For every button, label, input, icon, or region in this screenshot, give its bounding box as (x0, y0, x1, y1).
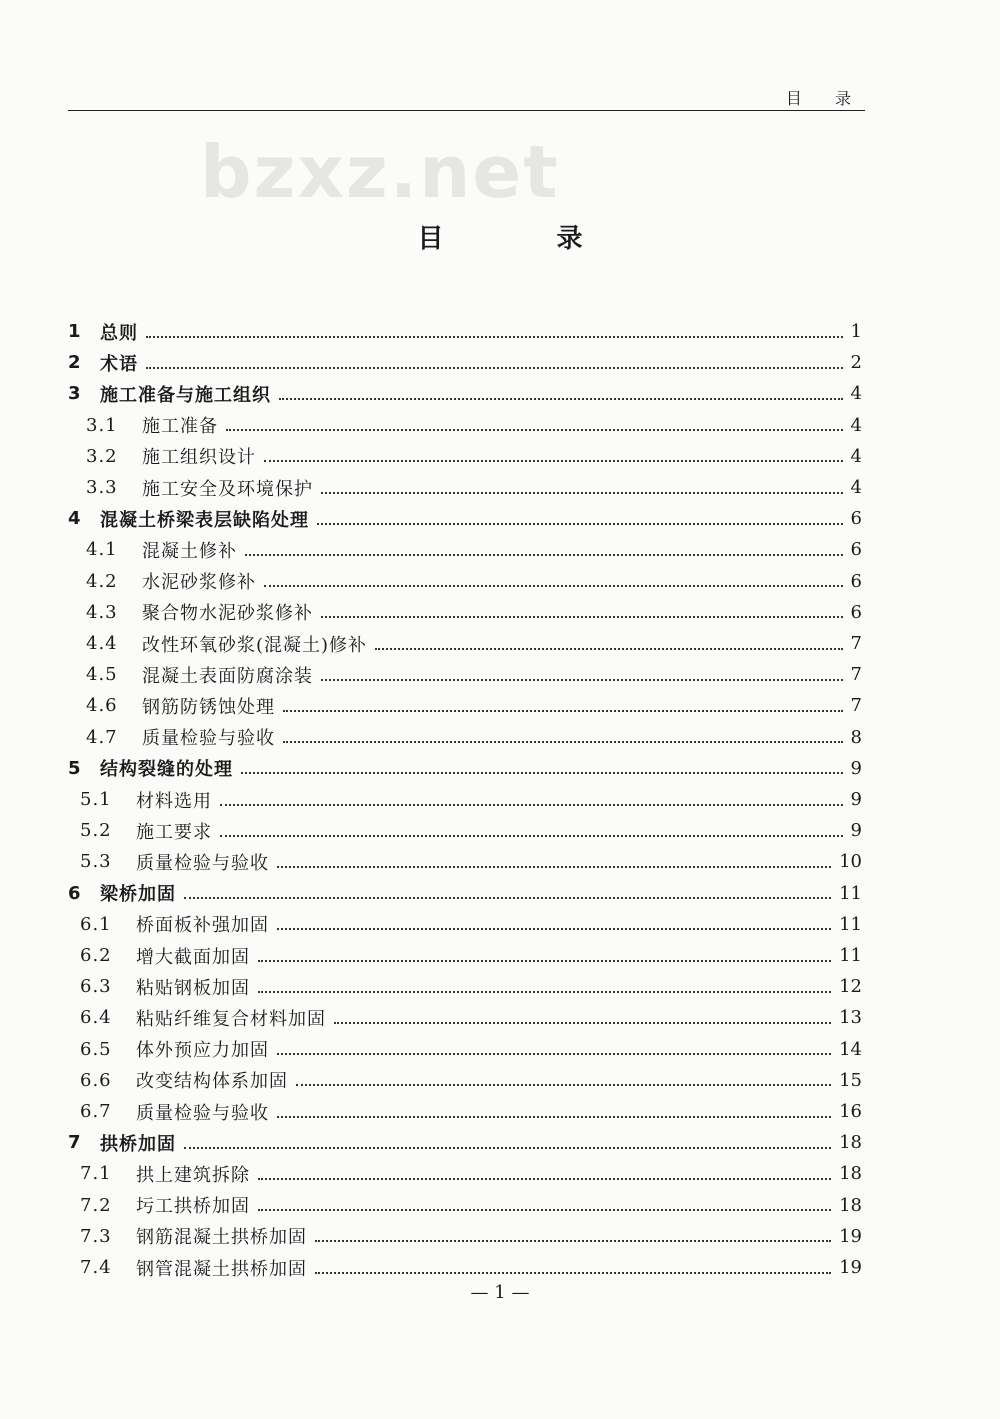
toc-chapter-entry[interactable] (68, 316, 862, 347)
toc-section-entry[interactable] (80, 1190, 862, 1221)
toc-entry-page: 12 (839, 976, 862, 998)
toc-section-entry[interactable] (80, 1252, 862, 1283)
toc-entry-label: 质量检验与验收 (136, 852, 269, 874)
toc-entry-page: 9 (850, 757, 862, 779)
toc-dot-leader (334, 1022, 831, 1024)
toc-entry-number: 3.1 (86, 414, 118, 436)
toc-entry-page: 6 (850, 570, 862, 592)
toc-section-entry[interactable] (80, 1096, 862, 1127)
toc-dot-leader (258, 991, 831, 993)
toc-entry-page: 19 (839, 1225, 862, 1247)
toc-dot-leader (146, 336, 843, 338)
toc-chapter-entry[interactable] (68, 503, 862, 534)
toc-entry-number: 6.5 (80, 1038, 112, 1060)
toc-entry-number: 4.6 (86, 695, 118, 717)
toc-entry-page: 15 (839, 1069, 862, 1091)
toc-entry-label: 拱桥加固 (100, 1133, 176, 1155)
toc-entry-number: 4.3 (86, 601, 118, 623)
toc-section-entry[interactable] (80, 971, 862, 1002)
toc-dot-leader (264, 585, 843, 587)
toc-dot-leader (277, 928, 831, 930)
toc-dot-leader (184, 897, 831, 899)
toc-entry-page: 9 (850, 789, 862, 810)
toc-dot-leader (226, 429, 843, 431)
toc-chapter-entry[interactable] (68, 378, 862, 409)
toc-dot-leader (296, 1084, 831, 1086)
toc-entry-page: 18 (839, 1132, 862, 1154)
toc-entry-label: 钢筋防锈蚀处理 (142, 696, 275, 718)
toc-dot-leader (321, 616, 843, 618)
toc-entry-number: 6.1 (80, 913, 112, 935)
toc-section-entry[interactable] (80, 815, 862, 846)
toc-chapter-entry[interactable] (68, 347, 862, 378)
toc-entry-label: 粘贴钢板加固 (136, 977, 250, 999)
toc-entry-page: 7 (850, 695, 862, 717)
toc-entry-label: 材料选用 (136, 790, 212, 812)
toc-dot-leader (317, 523, 843, 525)
toc-entry-number: 5.1 (80, 789, 112, 810)
toc-dot-leader (321, 492, 843, 494)
toc-dot-leader (220, 804, 843, 806)
toc-section-entry[interactable] (86, 690, 862, 721)
toc-dot-leader (315, 1240, 831, 1242)
toc-dot-leader (241, 772, 843, 774)
toc-section-entry[interactable] (80, 1065, 862, 1096)
toc-entry-number: 6.6 (80, 1069, 112, 1091)
toc-dot-leader (315, 1272, 831, 1274)
toc-entry-page: 8 (850, 726, 862, 748)
toc-entry-number: 3 (68, 383, 81, 405)
toc-entry-label: 施工组织设计 (142, 447, 256, 469)
toc-section-entry[interactable] (86, 722, 862, 753)
toc-dot-leader (146, 367, 843, 369)
toc-entry-label: 施工安全及环境保护 (142, 478, 313, 500)
toc-entry-number: 7.2 (80, 1194, 112, 1216)
toc-dot-leader (184, 1147, 831, 1149)
toc-entry-page: 2 (850, 352, 862, 374)
toc-dot-leader (321, 679, 843, 681)
toc-entry-number: 6.3 (80, 976, 112, 998)
toc-entry-page: 9 (850, 820, 862, 842)
toc-section-entry[interactable] (86, 659, 862, 690)
toc-entry-page: 13 (839, 1007, 862, 1029)
toc-entry-number: 7.1 (80, 1163, 112, 1185)
toc-section-entry[interactable] (80, 784, 862, 815)
toc-entry-page: 11 (839, 945, 862, 966)
toc-section-entry[interactable] (86, 534, 862, 565)
toc-entry-label: 体外预应力加固 (136, 1040, 269, 1062)
toc-section-entry[interactable] (86, 628, 862, 659)
toc-entry-label: 混凝土桥梁表层缺陷处理 (100, 509, 309, 531)
toc-chapter-entry[interactable] (68, 878, 862, 909)
toc-entry-number: 4 (68, 508, 81, 530)
toc-entry-number: 4.1 (86, 539, 118, 561)
toc-entry-page: 18 (839, 1163, 862, 1185)
toc-entry-number: 3.2 (86, 445, 118, 467)
toc-entry-number: 5.2 (80, 820, 112, 842)
toc-entry-page: 6 (850, 539, 862, 561)
toc-entry-page: 7 (850, 633, 862, 654)
header-rule (68, 110, 865, 111)
toc-entry-page: 4 (850, 445, 862, 467)
watermark: bzxz.net (200, 130, 560, 214)
toc-dot-leader (277, 866, 831, 868)
toc-entry-number: 4.5 (86, 664, 118, 686)
toc-section-entry[interactable] (80, 909, 862, 940)
toc-section-entry[interactable] (86, 472, 862, 503)
toc-section-entry[interactable] (80, 1158, 862, 1189)
toc-section-entry[interactable] (80, 940, 862, 971)
toc-entry-number: 3.3 (86, 477, 118, 498)
page-title: 目 录 (417, 224, 635, 254)
toc-entry-page: 4 (850, 477, 862, 498)
toc-entry-number: 7.3 (80, 1225, 112, 1247)
toc-entry-number: 2 (68, 352, 81, 374)
toc-entry-page: 7 (850, 664, 862, 686)
toc-entry-number: 7 (68, 1132, 81, 1154)
toc-entry-label: 水泥砂浆修补 (142, 572, 256, 594)
toc-section-entry[interactable] (86, 410, 862, 441)
toc-dot-leader (220, 835, 843, 837)
toc-entry-label: 圬工拱桥加固 (136, 1196, 250, 1218)
page-footer-number: — 1 — (470, 1282, 530, 1303)
toc-entry-label: 钢筋混凝土拱桥加固 (136, 1227, 307, 1249)
toc-entry-label: 混凝土表面防腐涂装 (142, 665, 313, 687)
toc-chapter-entry[interactable] (68, 753, 862, 784)
toc-entry-page: 14 (839, 1038, 862, 1060)
toc-entry-number: 6.4 (80, 1007, 112, 1029)
toc-chapter-entry[interactable] (68, 1127, 862, 1158)
toc-section-entry[interactable] (86, 441, 862, 472)
toc-entry-number: 6.2 (80, 945, 112, 966)
toc-entry-label: 改变结构体系加固 (136, 1071, 288, 1093)
toc-entry-page: 11 (839, 882, 862, 904)
toc-entry-label: 混凝土修补 (142, 540, 237, 562)
toc-entry-page: 4 (850, 383, 862, 405)
toc-entry-page: 1 (850, 321, 862, 342)
toc-entry-label: 施工准备 (142, 416, 218, 438)
toc-dot-leader (258, 1209, 831, 1211)
toc-entry-number: 5.3 (80, 851, 112, 873)
toc-entry-label: 桥面板补强加固 (136, 915, 269, 937)
toc-section-entry[interactable] (80, 1034, 862, 1065)
toc-entry-page: 6 (850, 508, 862, 530)
toc-entry-number: 4.4 (86, 633, 118, 654)
toc-entry-label: 粘贴纤维复合材料加固 (136, 1008, 326, 1030)
toc-entry-page: 4 (850, 414, 862, 436)
toc-entry-number: 7.4 (80, 1257, 112, 1278)
toc-entry-label: 梁桥加固 (100, 884, 176, 906)
toc-entry-page: 16 (839, 1101, 862, 1122)
toc-entry-page: 10 (839, 851, 862, 873)
toc-entry-page: 19 (839, 1257, 862, 1278)
toc-section-entry[interactable] (80, 1002, 862, 1033)
toc-entry-page: 18 (839, 1194, 862, 1216)
toc-entry-label: 质量检验与验收 (136, 1102, 269, 1124)
toc-section-entry[interactable] (86, 566, 862, 597)
toc-entry-label: 改性环氧砂浆(混凝土)修补 (142, 634, 368, 656)
toc-entry-label: 总则 (100, 322, 138, 344)
toc-dot-leader (279, 398, 843, 400)
toc-entry-page: 11 (839, 913, 862, 935)
toc-dot-leader (375, 648, 843, 650)
toc-entry-label: 质量检验与验收 (142, 728, 275, 750)
toc-entry-number: 5 (68, 757, 81, 779)
toc-dot-leader (258, 960, 831, 962)
toc-section-entry[interactable] (86, 597, 862, 628)
toc-entry-label: 钢管混凝土拱桥加固 (136, 1258, 307, 1280)
toc-dot-leader (245, 554, 843, 556)
toc-entry-label: 聚合物水泥砂浆修补 (142, 603, 313, 625)
toc-section-entry[interactable] (80, 846, 862, 877)
toc-dot-leader (277, 1116, 831, 1118)
toc-entry-label: 施工要求 (136, 821, 212, 843)
toc-dot-leader (277, 1053, 831, 1055)
toc-section-entry[interactable] (80, 1221, 862, 1252)
toc-entry-number: 4.7 (86, 726, 118, 748)
running-header: 目 录 (785, 89, 865, 108)
toc-entry-number: 6.7 (80, 1101, 112, 1122)
toc-dot-leader (264, 460, 843, 462)
toc-entry-label: 术语 (100, 353, 138, 375)
toc-dot-leader (258, 1178, 831, 1180)
toc-entry-label: 施工准备与施工组织 (100, 384, 271, 406)
toc-entry-label: 拱上建筑拆除 (136, 1164, 250, 1186)
toc-entry-label: 结构裂缝的处理 (100, 759, 233, 781)
toc-entry-label: 增大截面加固 (136, 946, 250, 968)
toc-entry-page: 6 (850, 601, 862, 623)
toc-entry-number: 6 (68, 882, 81, 904)
toc-entry-number: 1 (68, 321, 81, 342)
toc-dot-leader (283, 710, 843, 712)
toc-entry-number: 4.2 (86, 570, 118, 592)
toc-dot-leader (283, 741, 843, 743)
